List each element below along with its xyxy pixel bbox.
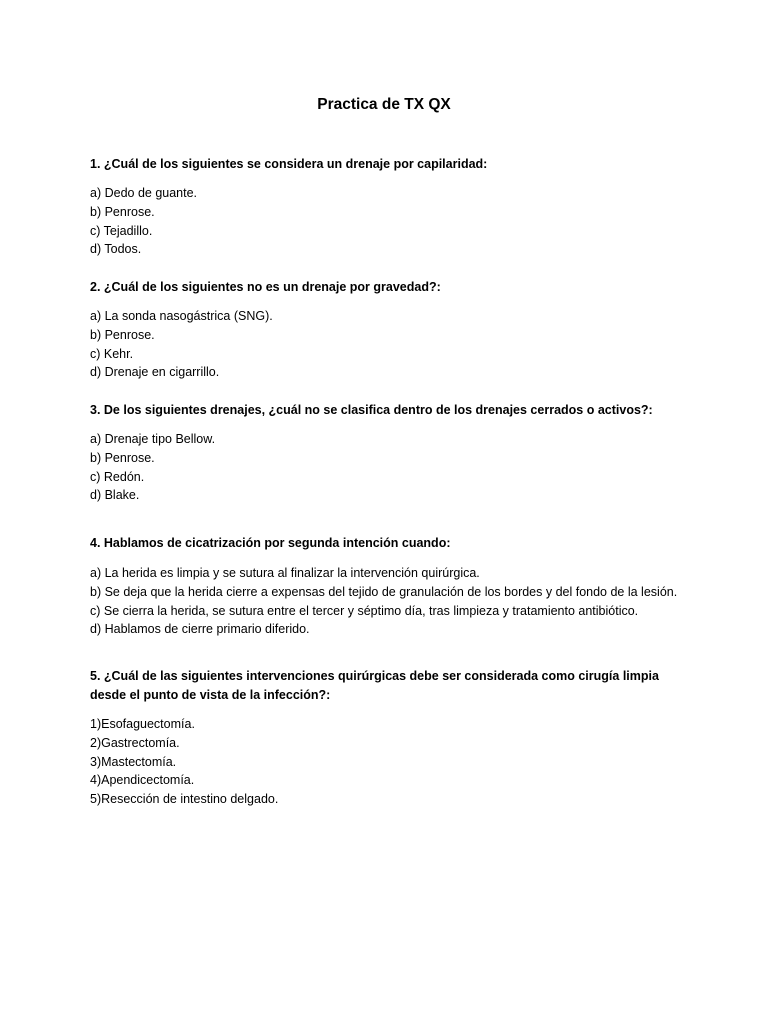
answer-option: 4)Apendicectomía.	[90, 773, 195, 788]
answer-option: b) Penrose.	[90, 204, 155, 219]
question-1-options	[90, 184, 710, 259]
document-title: Practica de TX QX	[317, 96, 451, 113]
question-4-options	[90, 564, 710, 639]
answer-option: a) La herida es limpia y se sutura al finalizar la intervención quirúrgica.	[90, 566, 480, 580]
answer-option: b) Penrose.	[90, 327, 155, 342]
answer-option: d) Blake.	[90, 488, 140, 503]
question-4-text: 4. Hablamos de cicatrización por segunda intención cuando:	[90, 536, 451, 550]
answer-option: b) Penrose.	[90, 450, 155, 465]
answer-option: 1)Esofaguectomía.	[90, 717, 195, 731]
answer-option: a) Drenaje tipo Bellow.	[90, 432, 216, 446]
answer-option: b) Se deja que la herida cierre a expensas del tejido de granulación de los bordes y del fondo de la lesión.	[90, 584, 678, 599]
question-2-options	[90, 307, 710, 382]
answer-option: 5)Resección de intestino delgado.	[90, 792, 279, 807]
answer-option: d) Drenaje en cigarrillo.	[90, 365, 220, 380]
answer-option: 3)Mastectomía.	[90, 754, 177, 769]
answer-option: 2)Gastrectomía.	[90, 735, 180, 750]
question-5-options	[90, 715, 710, 809]
answer-option: c) Kehr.	[90, 346, 134, 361]
question-5-text: 5. ¿Cuál de las siguientes intervenciones quirúrgicas debe ser considerada como cirugía limpia desde el punto de vista de la infección?:	[90, 669, 659, 702]
answer-option: a) La sonda nasogástrica (SNG).	[90, 309, 273, 323]
answer-option: d) Todos.	[90, 242, 142, 257]
question-3-text: 3. De los siguientes drenajes, ¿cuál no se clasifica dentro de los drenajes cerrados o activos?:	[90, 403, 653, 417]
answer-option: c) Se cierra la herida, se sutura entre el tercer y séptimo día, tras limpieza y tratamiento antibiótico.	[90, 603, 639, 618]
answer-option: c) Redón.	[90, 469, 145, 484]
question-3-options	[90, 430, 710, 505]
question-1-text: 1. ¿Cuál de los siguientes se considera un drenaje por capilaridad:	[90, 157, 488, 171]
answer-option: a) Dedo de guante.	[90, 186, 198, 200]
answer-option: c) Tejadillo.	[90, 223, 153, 238]
question-2-text: 2. ¿Cuál de los siguientes no es un drenaje por gravedad?:	[90, 280, 441, 294]
answer-option: d) Hablamos de cierre primario diferido.	[90, 622, 310, 637]
